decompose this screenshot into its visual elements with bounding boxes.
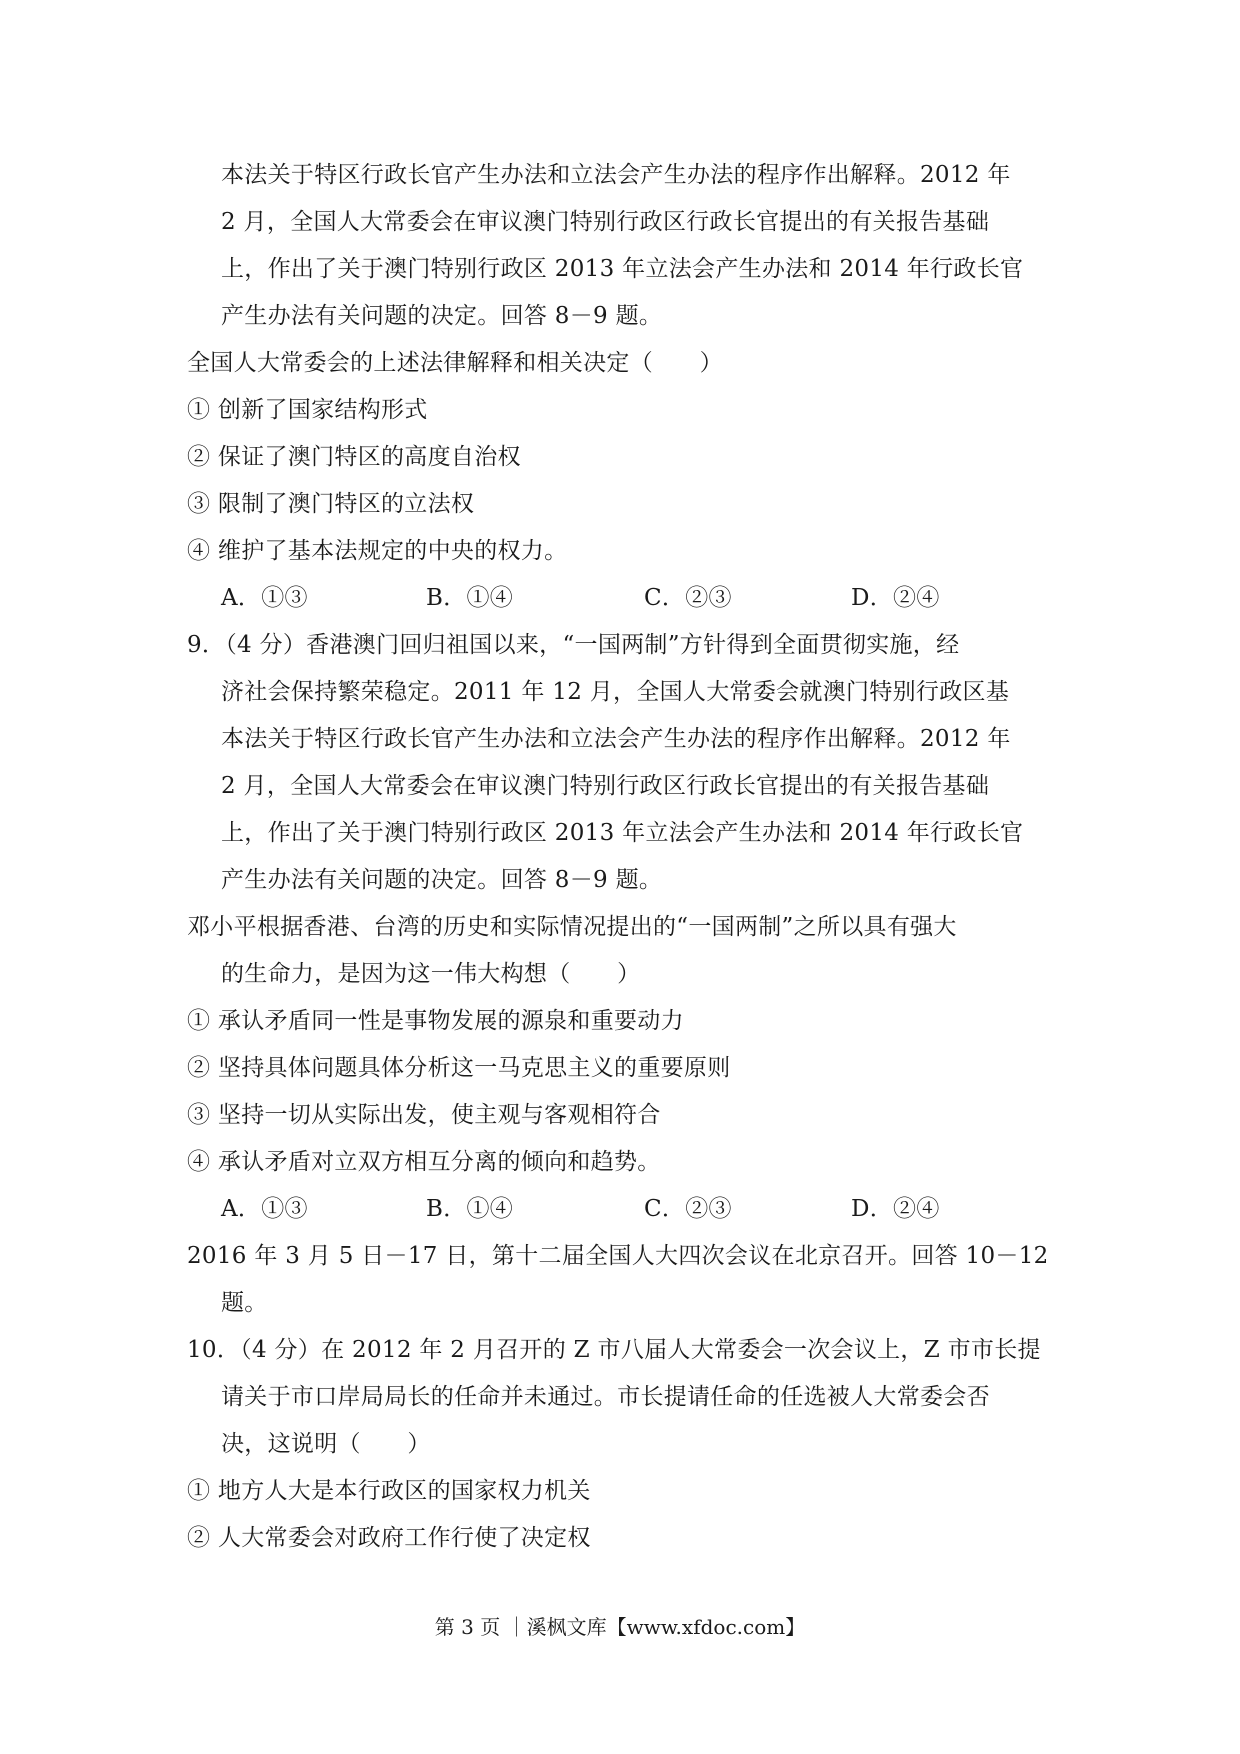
page-footer: 第 3 页 ｜溪枫文库【www.xfdoc.com】: [434, 1615, 806, 1639]
option-c: C．②③: [644, 1196, 732, 1222]
section-intro: 2016 年 3 月 5 日－17 日，第十二届全国人大四次会议在北京召开。回答 10－12: [187, 1243, 1049, 1269]
question-9-item: ① 承认矛盾同一性是事物发展的源泉和重要动力: [187, 1008, 684, 1034]
question-9-stem: 的生命力，是因为这一伟大构想（ ）: [221, 961, 641, 987]
passage-line: 本法关于特区行政长官产生办法和立法会产生办法的程序作出解释。2012 年: [221, 162, 1011, 188]
page-content: [187, 152, 1057, 1562]
question-8-options: [187, 575, 1057, 622]
question-9-intro: 上，作出了关于澳门特别行政区 2013 年立法会产生办法和 2014 年行政长官: [221, 820, 1024, 846]
question-8-item: ② 保证了澳门特区的高度自治权: [187, 444, 521, 470]
option-b: B．①④: [426, 1196, 514, 1222]
option-a: A．①③: [221, 585, 308, 611]
passage-line: 上，作出了关于澳门特别行政区 2013 年立法会产生办法和 2014 年行政长官: [221, 256, 1024, 282]
question-8-item: ③ 限制了澳门特区的立法权: [187, 491, 475, 517]
question-10-stem: 10．（4 分）在 2012 年 2 月召开的 Z 市八届人大常委会一次会议上，Z 市市长提: [187, 1337, 1041, 1363]
question-9-options: [187, 1186, 1057, 1233]
passage-line: 产生办法有关问题的决定。回答 8－9 题。: [221, 303, 663, 329]
option-d: D．②④: [851, 585, 940, 611]
passage-line: 2 月，全国人大常委会在审议澳门特别行政区行政长官提出的有关报告基础: [221, 209, 990, 235]
option-a: A．①③: [221, 1196, 308, 1222]
section-intro: 题。: [221, 1290, 268, 1316]
question-9-item: ② 坚持具体问题具体分析这一马克思主义的重要原则: [187, 1055, 731, 1081]
question-9-item: ③ 坚持一切从实际出发，使主观与客观相符合: [187, 1102, 661, 1128]
question-9-intro: 9．（4 分）香港澳门回归祖国以来，“一国两制”方针得到全面贯彻实施，经: [187, 632, 960, 658]
question-8-stem: 全国人大常委会的上述法律解释和相关决定（ ）: [187, 350, 723, 376]
question-10-item: ① 地方人大是本行政区的国家权力机关: [187, 1478, 591, 1504]
question-8-item: ① 创新了国家结构形式: [187, 397, 428, 423]
option-b: B．①④: [426, 585, 514, 611]
question-9-item: ④ 承认矛盾对立双方相互分离的倾向和趋势。: [187, 1149, 661, 1175]
question-9-stem: 邓小平根据香港、台湾的历史和实际情况提出的“一国两制”之所以具有强大: [187, 914, 957, 940]
question-9-intro: 2 月，全国人大常委会在审议澳门特别行政区行政长官提出的有关报告基础: [221, 773, 990, 799]
question-10-stem: 决，这说明（ ）: [221, 1431, 431, 1457]
option-d: D．②④: [851, 1196, 940, 1222]
question-10-item: ② 人大常委会对政府工作行使了决定权: [187, 1525, 591, 1551]
question-10-stem: 请关于市口岸局局长的任命并未通过。市长提请任命的任选被人大常委会否: [221, 1384, 990, 1410]
question-9-intro: 本法关于特区行政长官产生办法和立法会产生办法的程序作出解释。2012 年: [221, 726, 1011, 752]
question-9-intro: 产生办法有关问题的决定。回答 8－9 题。: [221, 867, 663, 893]
option-c: C．②③: [644, 585, 732, 611]
question-8-item: ④ 维护了基本法规定的中央的权力。: [187, 538, 568, 564]
question-9-intro: 济社会保持繁荣稳定。2011 年 12 月，全国人大常委会就澳门特别行政区基: [221, 679, 1010, 705]
